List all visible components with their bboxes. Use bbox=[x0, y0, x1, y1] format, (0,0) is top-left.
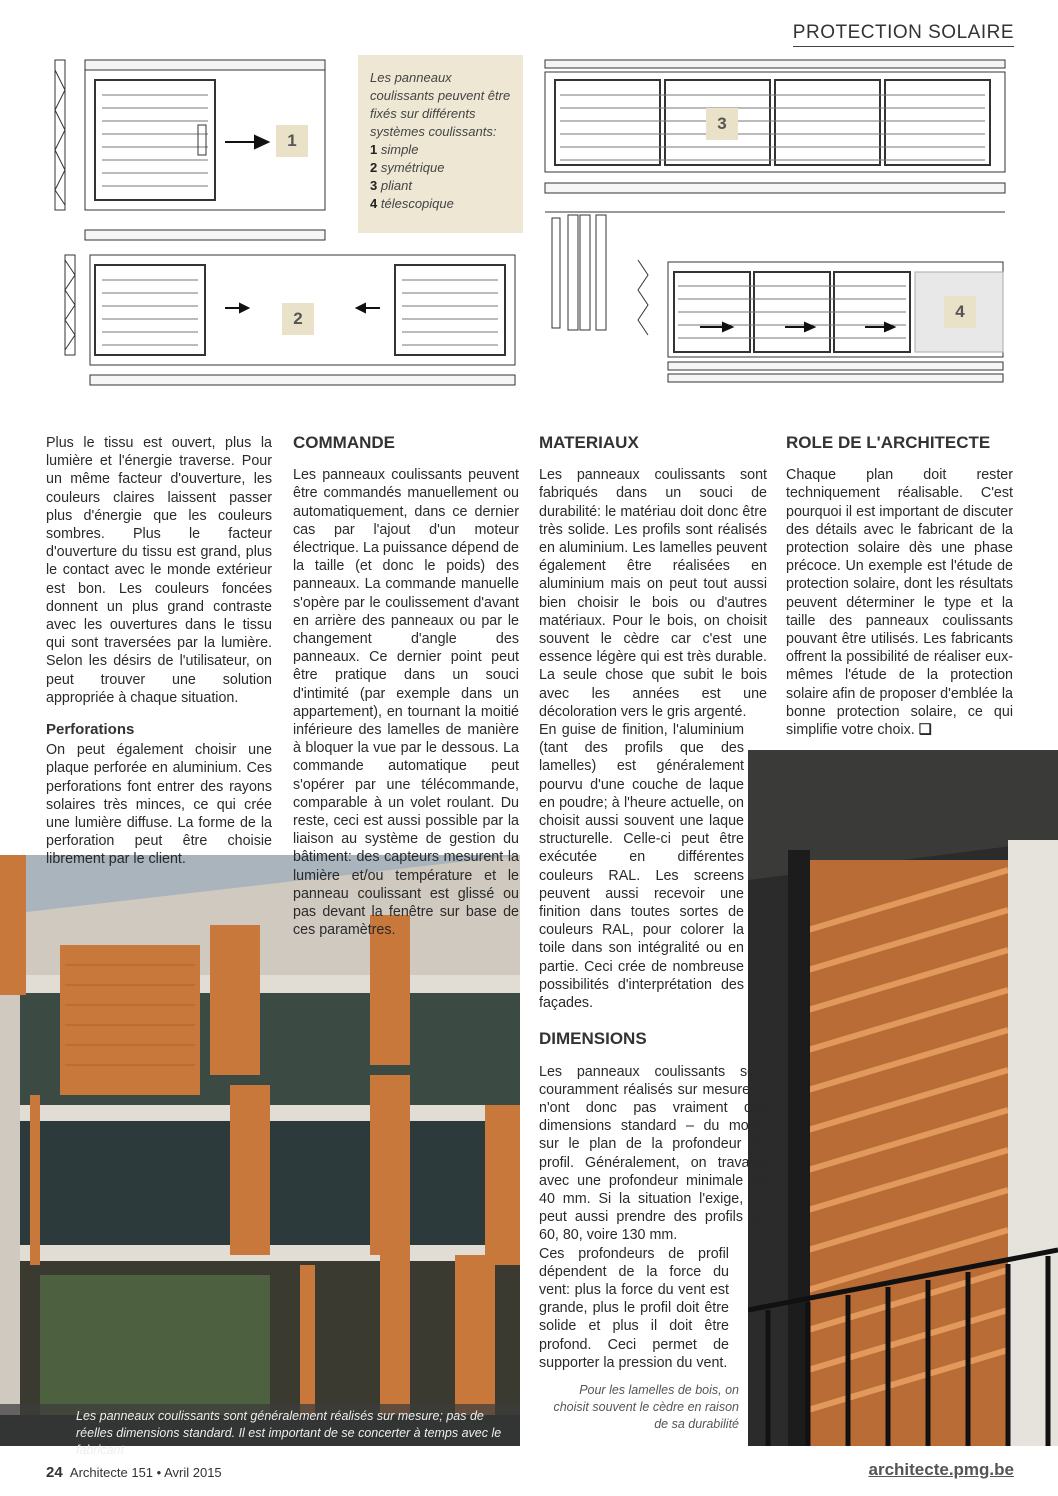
legend-item: 1 simple bbox=[370, 142, 419, 157]
technical-drawing-svg bbox=[40, 50, 1020, 410]
materiaux-paragraph-1: Les panneaux coulissants sont fabriqués dans un souci de durabilité: le matériau doit donc être très solide. Les profils sont réalisés en aluminium. Les lamelles peuvent également être réalisées en aluminium mais on peut tout aussi bien choisir le bois ou d'autres matériaux. Pour le bois, on choisit souvent le cèdre car c'est une essence légère qui est très durable. La seule chose que subit le bois avec les années est une décoloration vers le gris argenté. bbox=[539, 467, 767, 720]
perforations-heading: Perforations bbox=[46, 721, 135, 739]
materiaux-paragraph-2: En guise de finition, l'aluminium (tant des profils que des lamelles) est généralement pourvu d'une couche de laque en poudre; à l'heure actuelle, on choisit aussi souvent une laque structurelle. Celle-ci peut être exécutée en différentes couleurs RAL. Les screens peuvent aussi recevoir une finition dans toutes sortes de couleurs RAL, pour colorer la toile dans son intégralité ou en partie. Ceci crée de nombreuse possibilités d'interprétation des façades. bbox=[539, 722, 744, 1012]
column-1 bbox=[46, 434, 272, 869]
legend-item: 3 pliant bbox=[370, 178, 412, 193]
tag-system-3: 3 bbox=[706, 108, 738, 140]
intro-paragraph: Plus le tissu est ouvert, plus la lumière et l'énergie traverse. Pour un même facteur d'ouverture, les couleurs claires laissent passer plus d'énergie que les couleurs sombres. Plus le facteur d'ouverture du tissu est grand, plus le contact avec le monde extérieur est bon. Les couleurs foncées donnent un plus grand contraste avec les ouvertures dans le tissu qui sont traversées par la lumière. Selon les désirs de l'utilisateur, on peut trouver une solution appropriée à chaque situation. bbox=[46, 435, 272, 706]
commande-heading: COMMANDE bbox=[293, 433, 395, 452]
role-architecte-paragraph: Chaque plan doit rester techniquement réalisable. C'est pourquoi il est important de discuter des détails avec le fabricant de la protection solaire dès une phase précoce. Un exemple est l'étude de protection solaire, dont les résultats peuvent déterminer le type et la taille des panneaux coulissants pouvant être utilisés. Les fabricants offrent la possibilité de réaliser eux-mêmes l'étude de la protection solaire afin de proposer d'emblée la bonne protection solaire, ce qui simplifie votre choix. bbox=[786, 467, 1013, 739]
system-4-drawing bbox=[545, 212, 1005, 382]
dimensions-paragraph-2: Ces profondeurs de profil dépendent de la force du vent: plus la force du vent est grande, plus le profil doit être solide et plus il doit être profond. Ceci permet de supporter la pression du vent. bbox=[539, 1245, 729, 1371]
role-architecte-heading: ROLE DE L'ARCHITECTE bbox=[786, 433, 991, 452]
wood-louvres-photo bbox=[748, 750, 1058, 1446]
column-3 bbox=[539, 434, 767, 1372]
section-title: PROTECTION SOLAIRE bbox=[793, 22, 1014, 47]
dimensions-heading: DIMENSIONS bbox=[539, 1029, 647, 1049]
legend-intro: Les panneaux coulissants peuvent être fixés sur différents systèmes coulissants: bbox=[370, 70, 511, 139]
tag-system-2: 2 bbox=[282, 303, 314, 335]
end-mark-icon: ❑ bbox=[918, 722, 932, 739]
dimensions-paragraph-1: Les panneaux coulissants sont couramment réalisés sur mesure et n'ont donc pas vraiment des dimensions standard – du moins sur le plan de la profondeur du profil. Généralement, on travaille avec une profondeur minimale de 40 mm. Si la situation l'exige, on peut aussi prendre des profils de 60, 80, voire 130 mm. bbox=[539, 1063, 767, 1244]
drawing-legend bbox=[358, 55, 523, 233]
legend-item: 4 télescopique bbox=[370, 196, 454, 211]
column-4 bbox=[786, 434, 1013, 739]
page-number: 24 bbox=[46, 1464, 63, 1481]
perforations-paragraph: On peut également choisir une plaque perforée en aluminium. Ces perforations font entrer des rayons solaires très minces, ce qui crée une lumière diffuse. La forme de la perforation peut être choisie librement par le client. bbox=[46, 742, 272, 868]
photo-caption-right: Pour les lamelles de bois, on choisit souvent le cèdre en raison de sa durabilité bbox=[548, 1378, 743, 1448]
website-link[interactable]: architecte.pmg.be bbox=[868, 1460, 1014, 1479]
tag-system-4: 4 bbox=[944, 296, 976, 328]
footer-left bbox=[46, 1464, 222, 1481]
issue-info: Architecte 151 • Avril 2015 bbox=[69, 1465, 222, 1480]
commande-paragraph: Les panneaux coulissants peuvent être commandés manuellement ou automatiquement, dans ce dernier cas par l'ajout d'un moteur électrique. La puissance dépend de la taille (et donc le poids) des panneaux. La commande manuelle s'opère par le coulissement d'avant en arrière des panneaux ou par le changement d'angle des panneaux. Ce dernier point peut être pratique dans un souci d'intimité (par exemple dans un appartement), en tournant la moitié inférieure des lamelles de manière à bloquer la vue par le dessous. La commande automatique peut s'opérer par une télécommande, comparable à un volet roulant. Du reste, ceci est aussi possible par la liaison au système de gestion du bâtiment: des capteurs mesurent la lumière et/ou température et le panneau coulissant est glissé ou pas devant la fenêtre sur base de ces paramètres. bbox=[293, 467, 519, 939]
materiaux-heading: MATERIAUX bbox=[539, 433, 639, 452]
legend-item: 2 symétrique bbox=[370, 160, 445, 175]
column-2 bbox=[293, 434, 519, 939]
tag-system-1: 1 bbox=[276, 125, 308, 157]
system-3-drawing bbox=[545, 60, 1005, 193]
sliding-systems-drawing bbox=[40, 50, 1020, 410]
building-facade-photo bbox=[0, 855, 520, 1446]
photo-caption-left: Les panneaux coulissants sont généralement réalisés sur mesure; pas de réelles dimensions standard. Il est important de se concerter à temps avec le fabricant bbox=[0, 1404, 520, 1446]
